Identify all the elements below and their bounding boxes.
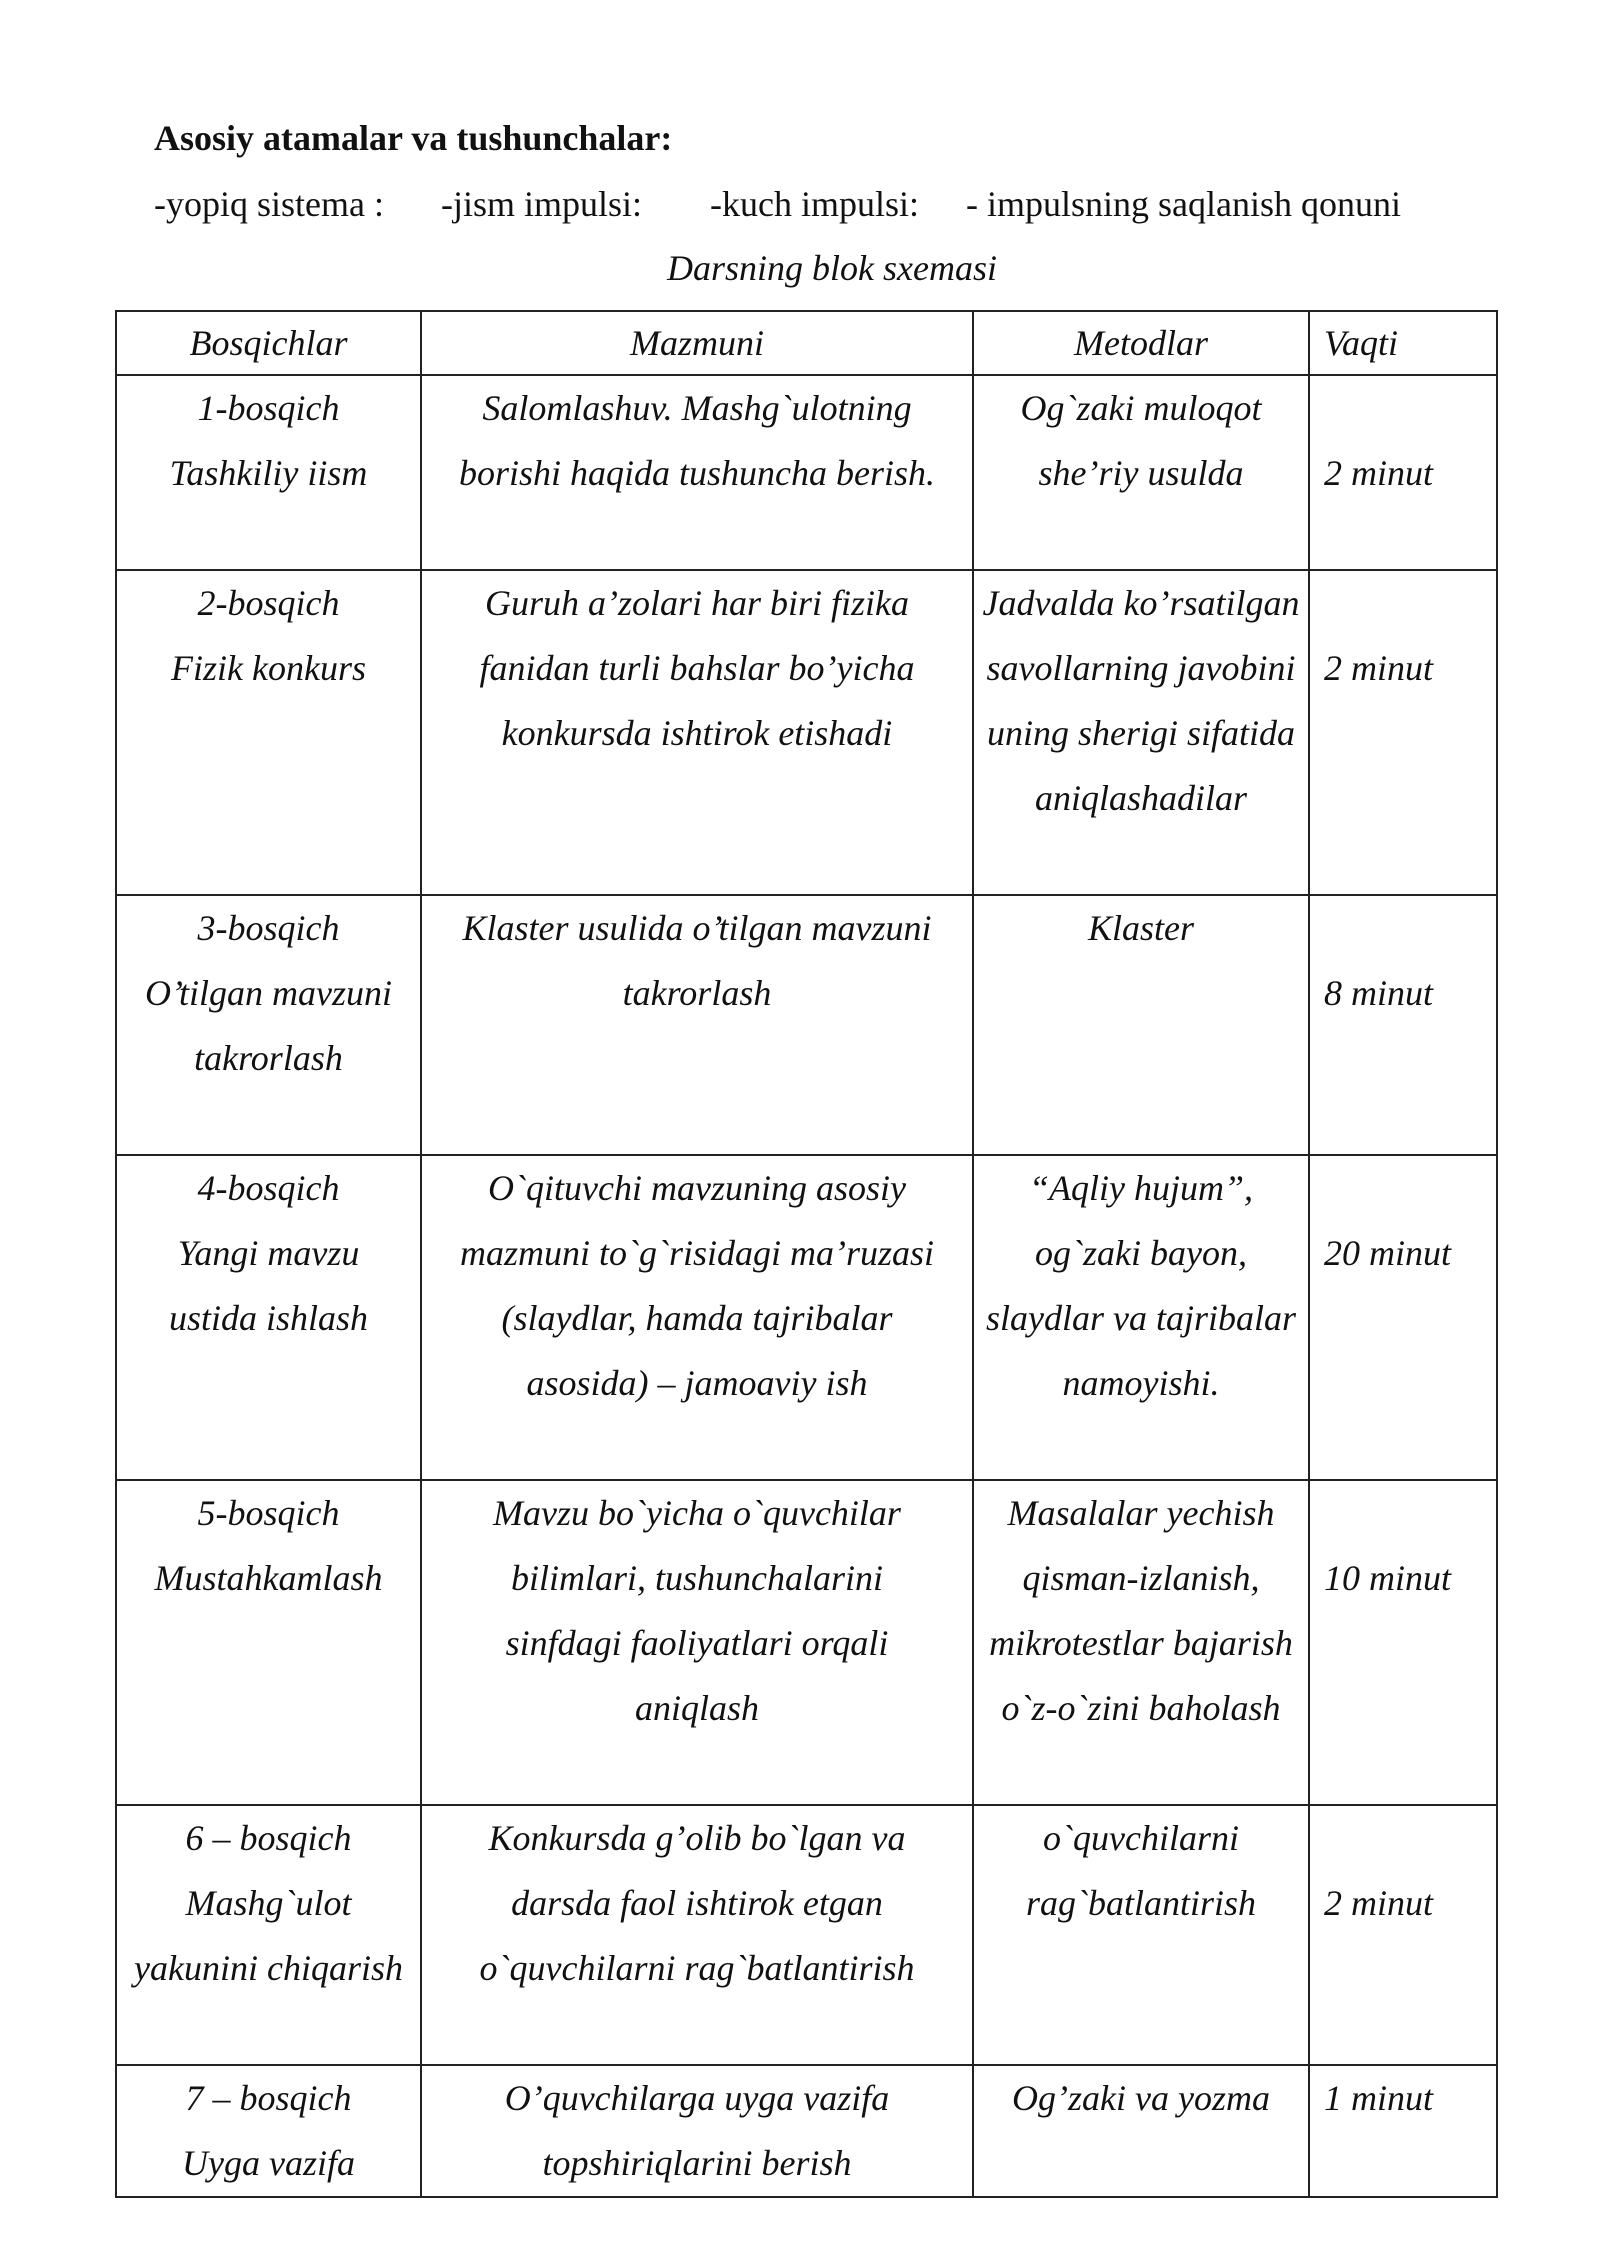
table-row — [116, 2065, 1497, 2197]
time-cell: 2 minut — [1309, 1805, 1497, 2065]
content-cell: Klaster usulida o’tilgan mavzuni takrorlash — [421, 895, 973, 1155]
stage-cell: 6 – bosqich Mashg`ulot yakunini chiqarish — [116, 1805, 421, 2065]
content-cell: O`qituvchi mavzuning asosiy mazmuni to`g`risidagi ma’ruzasi (slaydlar, hamda tajribalar asosida) – jamoaviy ish — [421, 1155, 973, 1480]
header-methods: Metodlar — [973, 311, 1309, 375]
time-cell: 1 minut — [1309, 2065, 1497, 2197]
methods-cell: Klaster — [973, 895, 1309, 1155]
term-conservation-law: - impulsning saqlanish qonuni — [966, 184, 1401, 224]
time-cell: 2 minut — [1309, 570, 1497, 895]
term-force-impulse: -kuch impulsi: — [710, 184, 919, 224]
table-header-row — [116, 311, 1497, 375]
table-row — [116, 570, 1497, 895]
content-cell: Salomlashuv. Mashg`ulotning borishi haqida tushuncha berish. — [421, 375, 973, 570]
table-row — [116, 895, 1497, 1155]
header-time: Vaqti — [1309, 311, 1497, 375]
content-cell: O’quvchilarga uyga vazifa topshiriqlarini berish — [421, 2065, 973, 2197]
lesson-block-scheme-table — [115, 310, 1498, 2198]
table-row — [116, 1155, 1497, 1480]
methods-cell: o`quvchilarni rag`batlantirish — [973, 1805, 1309, 2065]
content-cell: Konkursda g’olib bo`lgan va darsda faol ishtirok etgan o`quvchilarni rag`batlantirish — [421, 1805, 973, 2065]
header-content: Mazmuni — [421, 311, 973, 375]
time-cell: 10 minut — [1309, 1480, 1497, 1805]
table-row — [116, 1805, 1497, 2065]
term-body-impulse: -jism impulsi: — [441, 184, 643, 224]
content-cell: Guruh a’zolari har biri fizika fanidan turli bahslar bo’yicha konkursda ishtirok etishadi — [421, 570, 973, 895]
methods-cell: Jadvalda ko’rsatilgan savollarning javobini uning sherigi sifatida aniqlashadilar — [973, 570, 1309, 895]
table-caption: Darsning blok sxemasi — [667, 248, 997, 288]
time-cell: 20 minut — [1309, 1155, 1497, 1480]
stage-cell: 2-bosqich Fizik konkurs — [116, 570, 421, 895]
header-stages: Bosqichlar — [116, 311, 421, 375]
stage-cell: 5-bosqich Mustahkamlash — [116, 1480, 421, 1805]
section-heading: Asosiy atamalar va tushunchalar: — [154, 118, 673, 158]
key-terms-line — [154, 180, 1474, 228]
methods-cell: Og`zaki muloqot she’riy usulda — [973, 375, 1309, 570]
methods-cell: Masalalar yechish qisman-izlanish, mikrotestlar bajarish o`z-o`zini baholash — [973, 1480, 1309, 1805]
stage-cell: 4-bosqich Yangi mavzu ustida ishlash — [116, 1155, 421, 1480]
stage-cell: 7 – bosqich Uyga vazifa — [116, 2065, 421, 2197]
time-cell: 8 minut — [1309, 895, 1497, 1155]
term-closed-system: -yopiq sistema : — [154, 184, 384, 224]
table-row — [116, 375, 1497, 570]
table-row — [116, 1480, 1497, 1805]
stage-cell: 1-bosqich Tashkiliy iism — [116, 375, 421, 570]
stage-cell: 3-bosqich O’tilgan mavzuni takrorlash — [116, 895, 421, 1155]
content-cell: Mavzu bo`yicha o`quvchilar bilimlari, tushunchalarini sinfdagi faoliyatlari orqali aniqlash — [421, 1480, 973, 1805]
methods-cell: Og’zaki va yozma — [973, 2065, 1309, 2197]
methods-cell: “Aqliy hujum”, og`zaki bayon, slaydlar va tajribalar namoyishi. — [973, 1155, 1309, 1480]
time-cell: 2 minut — [1309, 375, 1497, 570]
